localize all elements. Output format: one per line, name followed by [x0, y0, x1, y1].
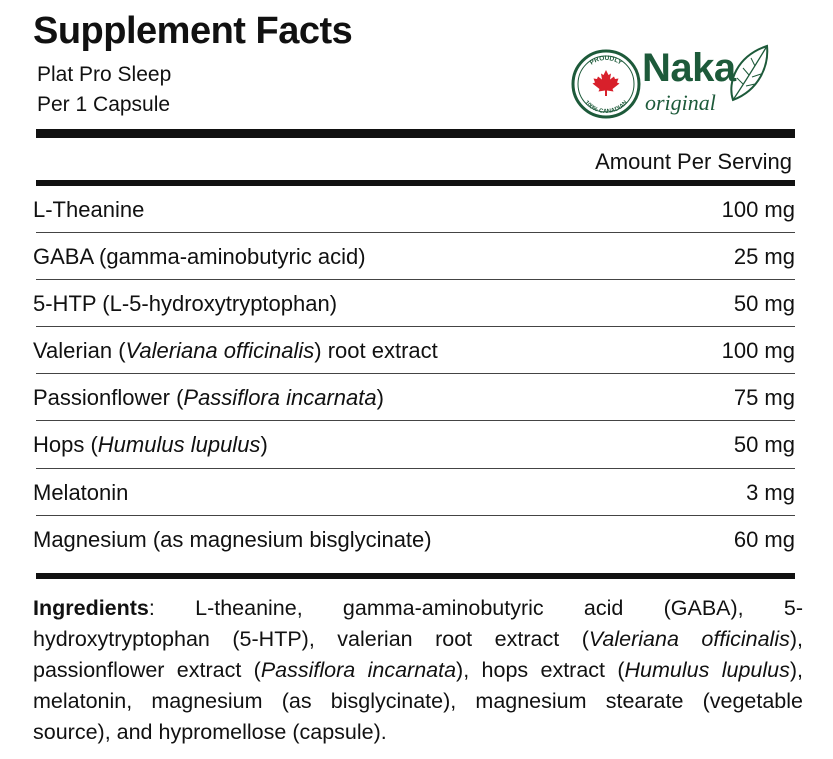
- nutrient-table: [33, 186, 795, 563]
- product-name: Plat Pro Sleep: [37, 63, 172, 86]
- nutrient-amount: 100 mg: [721, 338, 795, 364]
- nutrient-amount: 100 mg: [721, 197, 795, 222]
- page-title: Supplement Facts: [33, 10, 353, 52]
- amount-per-serving-header: Amount Per Serving: [595, 149, 792, 174]
- brand-logo: [570, 42, 780, 120]
- table-row: [33, 421, 795, 468]
- seal-top-text: PROUDLY: [588, 54, 624, 67]
- brand-tagline: original: [645, 90, 716, 115]
- nutrient-amount: 50 mg: [733, 432, 795, 458]
- nutrient-name: Passionflower (Passiflora incarnata): [33, 385, 384, 411]
- table-row: [33, 186, 795, 233]
- nutrient-amount: 75 mg: [733, 385, 795, 411]
- nutrient-amount: 25 mg: [733, 244, 795, 270]
- bottom-rule: [36, 573, 795, 579]
- ingredients-label: Ingredients: [33, 596, 149, 620]
- nutrient-name: L-Theanine: [33, 197, 145, 222]
- nutrient-name: Magnesium (as magnesium bisglycinate): [33, 526, 432, 552]
- table-row: [33, 469, 795, 516]
- nutrient-name: Melatonin: [33, 479, 129, 505]
- table-row: [33, 516, 795, 563]
- nutrient-name: Hops (Humulus lupulus): [33, 432, 268, 458]
- table-row: [33, 327, 795, 374]
- leaf-icon: [723, 42, 773, 104]
- brand-name: Naka: [642, 46, 736, 90]
- nutrient-name: GABA (gamma-aminobutyric acid): [33, 244, 366, 270]
- canadian-seal: [570, 48, 642, 120]
- table-row: [33, 374, 795, 421]
- nutrient-amount: 3 mg: [746, 479, 795, 505]
- table-row: [33, 233, 795, 280]
- nutrient-amount: 60 mg: [733, 526, 795, 552]
- table-row: [33, 280, 795, 327]
- nutrient-amount: 50 mg: [733, 291, 795, 317]
- nutrient-name: Valerian (Valeriana officinalis) root extract: [33, 338, 438, 364]
- ingredients-paragraph: Ingredients: L-theanine, gamma-aminobutyric acid (GABA), 5-hydroxytryptophan (5-HTP), valerian root extract (Valeriana officinalis), passionflower extract (Passiflora incarnata), hops extract (Humulus lupulus), melatonin, magnesium (as bisglycinate), magnesium stearate (vegetable source), and hypromellose (capsule).: [33, 596, 803, 744]
- top-rule: [36, 129, 795, 138]
- nutrient-name: 5-HTP (L-5-hydroxytryptophan): [33, 291, 338, 317]
- serving-size: Per 1 Capsule: [37, 93, 171, 116]
- seal-bottom-text: 100% CANADIAN: [583, 99, 629, 116]
